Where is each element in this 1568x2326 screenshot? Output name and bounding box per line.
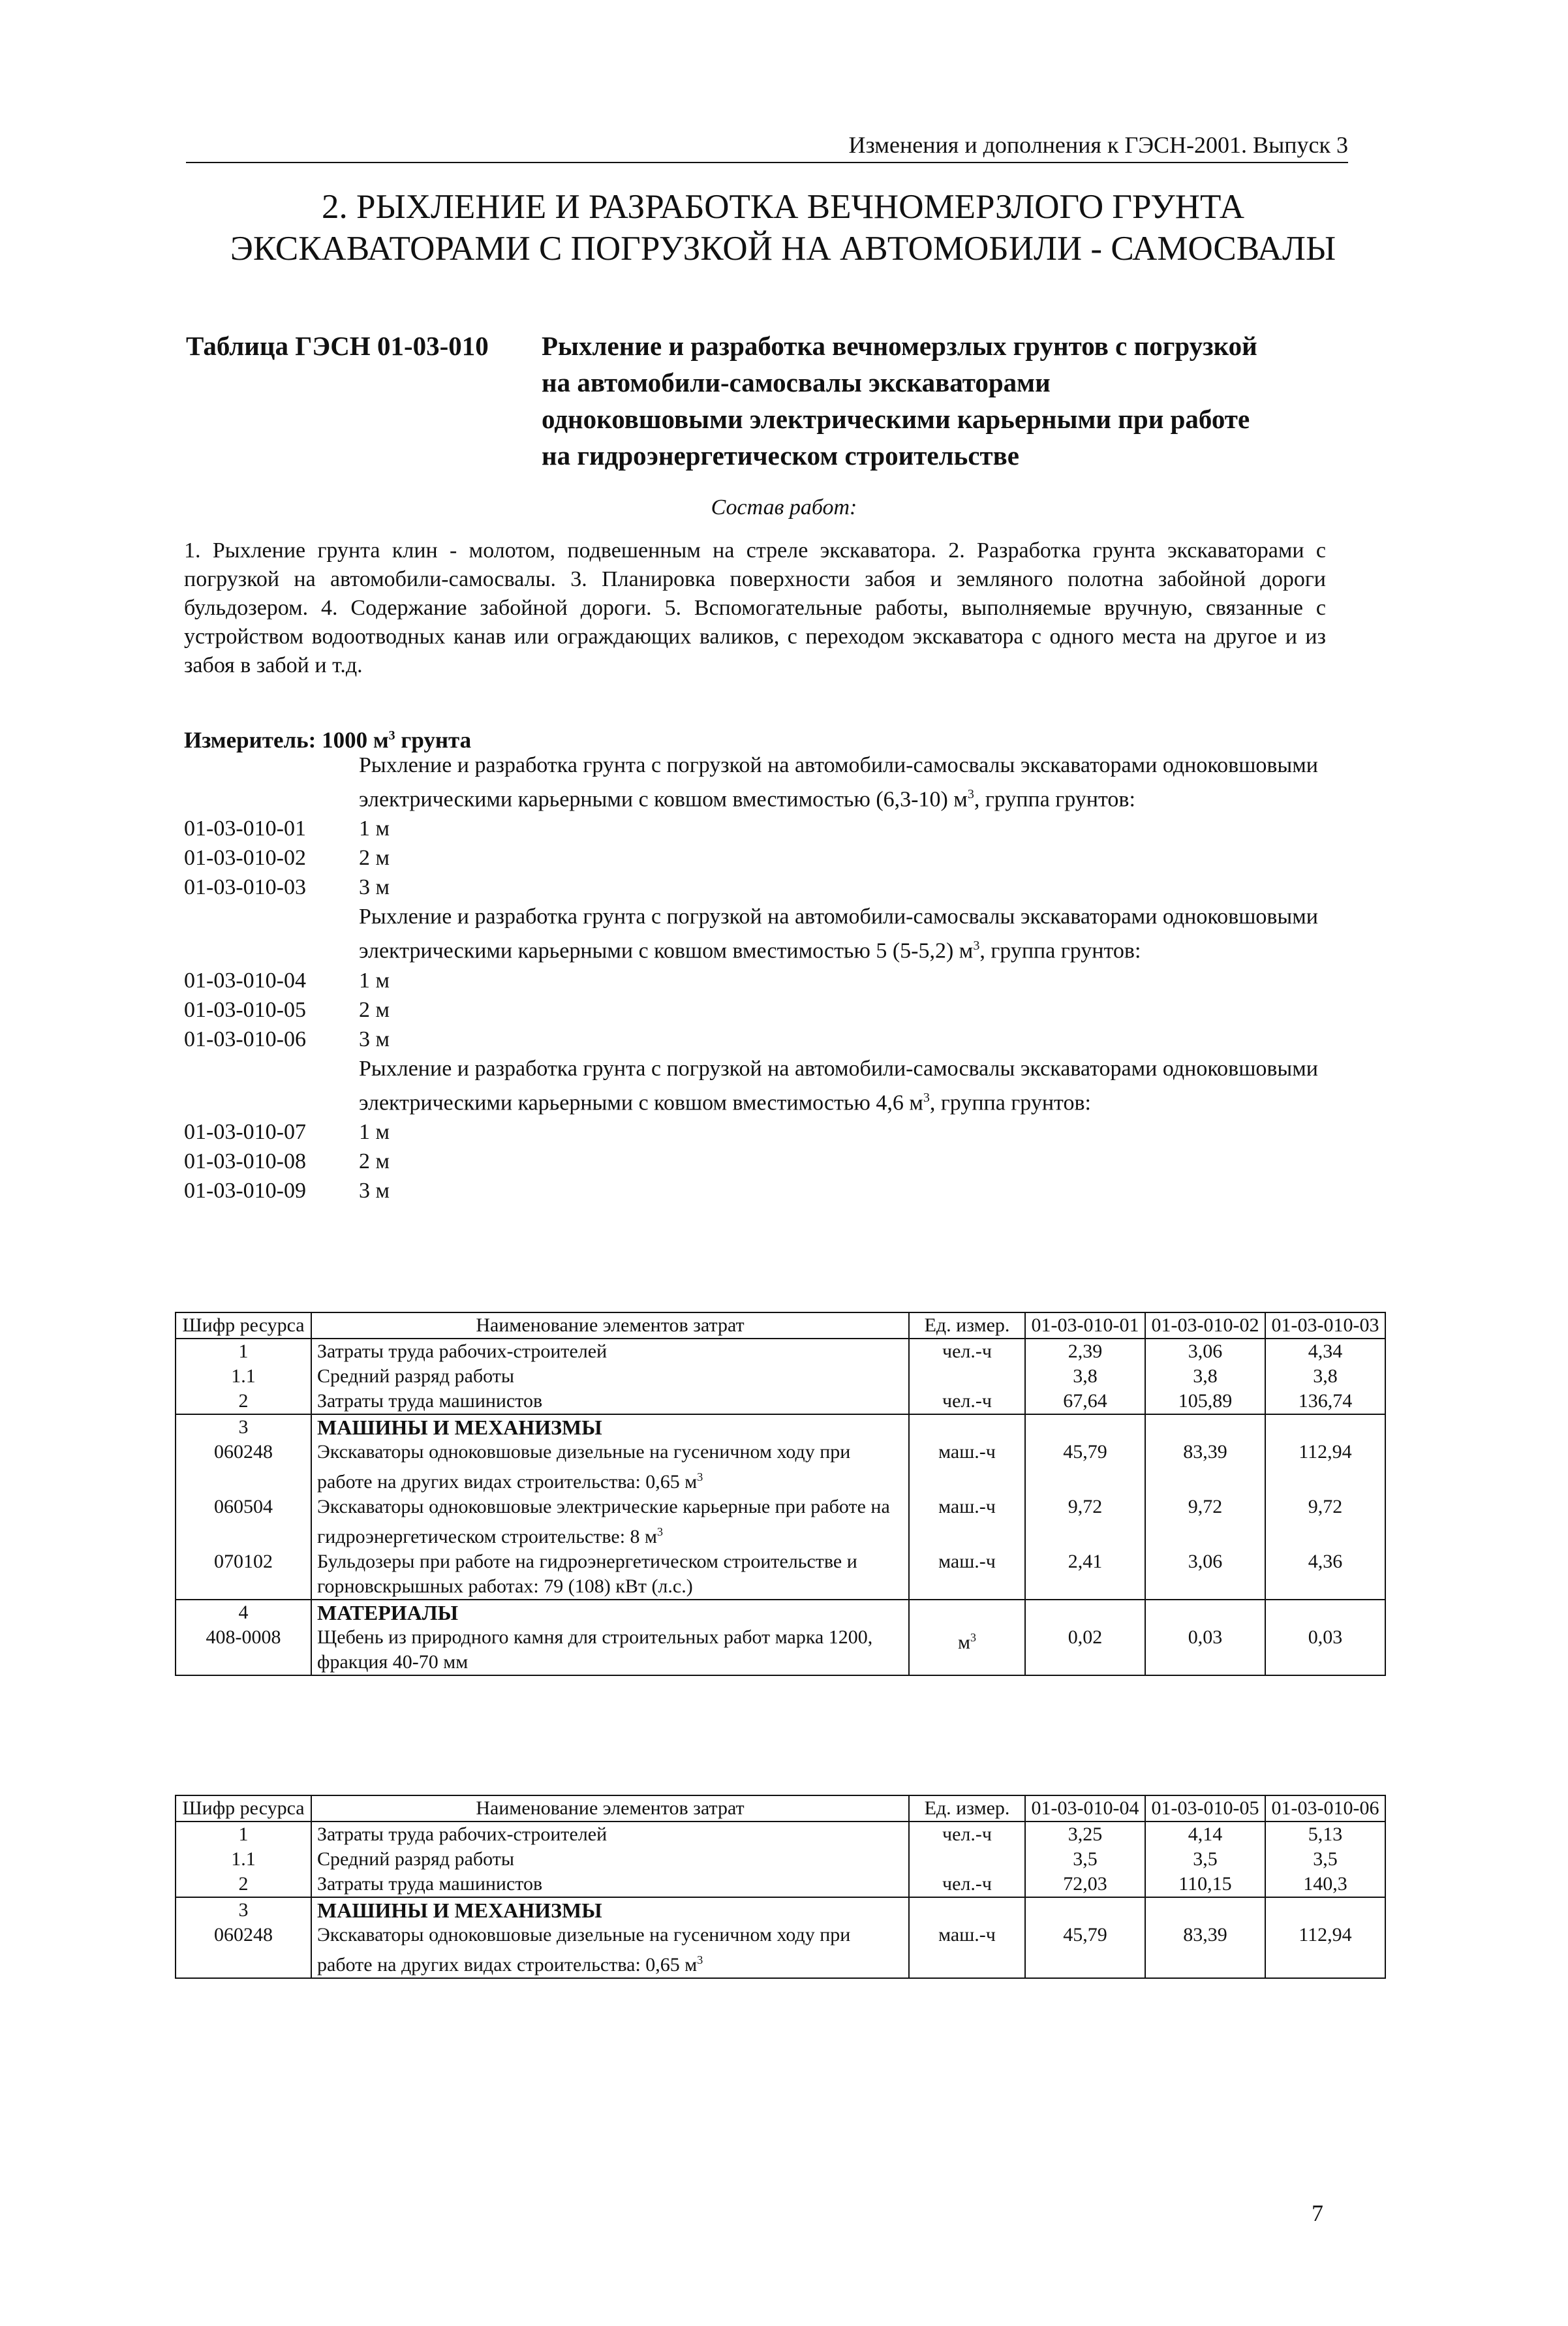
table-header-cell: 01-03-010-04: [1025, 1795, 1145, 1822]
resource-code-cell: 3: [176, 1414, 311, 1440]
value-cell: 9,72: [1025, 1495, 1145, 1549]
resource-code-cell: 060248: [176, 1440, 311, 1495]
value-cell: 4,14: [1145, 1822, 1265, 1847]
cost-element-name-cell: [311, 1847, 909, 1872]
unit-value: чел.-ч: [942, 1823, 992, 1845]
table-header-cell: 01-03-010-05: [1145, 1795, 1265, 1822]
norm-code: 01-03-010-04: [184, 968, 306, 993]
unit-cell: [909, 1822, 1025, 1847]
measure-tail: грунта: [395, 727, 472, 753]
norm-group-tail: , группа грунтов:: [929, 1090, 1091, 1115]
norm-code: 01-03-010-02: [184, 846, 306, 871]
table-row: [176, 1872, 1385, 1897]
cost-element-name: Затраты труда рабочих-строителей: [317, 1341, 607, 1362]
measure-unit: [184, 721, 471, 755]
resource-code-cell: 1: [176, 1822, 311, 1847]
cost-element-name-cell: [311, 1495, 909, 1549]
value-cell: 3,8: [1145, 1364, 1265, 1389]
unit-cell: [909, 1414, 1025, 1440]
cost-table-2: [175, 1795, 1386, 1979]
table-row: [176, 1822, 1385, 1847]
cost-element-name: Затраты труда машинистов: [317, 1390, 543, 1412]
cost-element-exponent: 3: [657, 1525, 664, 1538]
table-heading: [186, 328, 1360, 474]
unit-cell: [909, 1625, 1025, 1675]
norm-group-tail: , группа грунтов:: [979, 938, 1141, 963]
table-heading-line: одноковшовыми электрическими карьерными при работе: [542, 404, 1250, 434]
table-row: [176, 1389, 1385, 1414]
norm-code-value: 2 м: [359, 1149, 390, 1173]
unit-cell: [909, 1389, 1025, 1414]
value-cell: [1145, 1897, 1265, 1923]
value-cell: 3,06: [1145, 1549, 1265, 1600]
value-cell: [1025, 1897, 1145, 1923]
value-cell: 72,03: [1025, 1872, 1145, 1897]
table-row: [176, 1414, 1385, 1440]
norm-group-text: Рыхление и разработка грунта с погрузкой на автомобили-самосвалы экскаваторами одноковшовыми электрическими карьерными с ковшом вместимостью 4,6 м: [359, 1056, 1318, 1115]
value-cell: 112,94: [1265, 1440, 1385, 1495]
resource-code-cell: 4: [176, 1600, 311, 1625]
unit-exponent: 3: [970, 1631, 976, 1644]
norm-code-row: [184, 814, 1359, 843]
norm-group-description: [359, 902, 1359, 965]
cost-element-name: Бульдозеры при работе на гидроэнергетическом строительстве и горновскрышных работах: 79 (108) кВт (л.с.): [317, 1551, 857, 1597]
unit-value: маш.-ч: [938, 1441, 996, 1463]
norm-code: 01-03-010-06: [184, 1027, 306, 1051]
value-cell: 112,94: [1265, 1923, 1385, 1978]
norm-code: 01-03-010-09: [184, 1178, 306, 1203]
unit-cell: [909, 1600, 1025, 1625]
cost-element-name-cell: [311, 1339, 909, 1364]
running-header: Изменения и дополнения к ГЭСН-2001. Выпуск 3: [186, 131, 1348, 163]
cost-element-name-cell: [311, 1822, 909, 1847]
unit-cell: [909, 1495, 1025, 1549]
table-row: [176, 1600, 1385, 1625]
unit-cell: [909, 1440, 1025, 1495]
section-title: [131, 186, 1436, 270]
cost-element-name: Средний разряд работы: [317, 1848, 515, 1870]
cost-element-name-cell: [311, 1600, 909, 1625]
unit-value: маш.-ч: [938, 1496, 996, 1517]
norm-code-value: 3 м: [359, 1027, 390, 1051]
value-cell: 3,5: [1025, 1847, 1145, 1872]
page-number: 7: [1312, 2200, 1323, 2226]
value-cell: [1265, 1897, 1385, 1923]
unit-cell: [909, 1549, 1025, 1600]
norm-code: 01-03-010-03: [184, 875, 306, 900]
unit-cell: [909, 1847, 1025, 1872]
resource-code-cell: 2: [176, 1872, 311, 1897]
value-cell: 0,03: [1265, 1625, 1385, 1675]
value-cell: 3,06: [1145, 1339, 1265, 1364]
table-header-cell: 01-03-010-06: [1265, 1795, 1385, 1822]
unit-cell: [909, 1872, 1025, 1897]
unit-value: чел.-ч: [942, 1341, 992, 1362]
table-row: [176, 1923, 1385, 1978]
unit-value: маш.-ч: [938, 1551, 996, 1572]
norm-code-value: 1 м: [359, 968, 390, 993]
section-title-line: 2. РЫХЛЕНИЕ И РАЗРАБОТКА ВЕЧНОМЕРЗЛОГО ГРУНТА: [322, 188, 1244, 226]
value-cell: 0,03: [1145, 1625, 1265, 1675]
unit-value: чел.-ч: [942, 1390, 992, 1412]
table-row: [176, 1625, 1385, 1675]
cost-element-name-cell: [311, 1625, 909, 1675]
unit-cell: [909, 1897, 1025, 1923]
value-cell: 83,39: [1145, 1923, 1265, 1978]
norm-group-tail: , группа грунтов:: [974, 787, 1135, 812]
cost-element-name: МАШИНЫ И МЕХАНИЗМЫ: [317, 1416, 602, 1439]
cost-element-name: Экскаваторы одноковшовые электрические карьерные при работе на гидроэнергетическом строительстве: 8 м: [317, 1496, 890, 1547]
norm-code-row: [184, 843, 1359, 873]
norm-code: 01-03-010-05: [184, 997, 306, 1022]
table-header-cell: 01-03-010-02: [1145, 1312, 1265, 1339]
value-cell: 110,15: [1145, 1872, 1265, 1897]
cost-element-name: Экскаваторы одноковшовые дизельные на гусеничном ходу при работе на других видах строительства: 0,65 м: [317, 1441, 851, 1493]
table-row: [176, 1339, 1385, 1364]
unit-value: чел.-ч: [942, 1873, 992, 1895]
value-cell: 3,25: [1025, 1822, 1145, 1847]
value-cell: 3,8: [1025, 1364, 1145, 1389]
resource-code-cell: 060504: [176, 1495, 311, 1549]
norm-code-value: 1 м: [359, 1119, 390, 1144]
norm-code-row: [184, 995, 1359, 1025]
resource-code-cell: 070102: [176, 1549, 311, 1600]
resource-code-cell: 1: [176, 1339, 311, 1364]
table-row: [176, 1364, 1385, 1389]
table-heading-line: Рыхление и разработка вечномерзлых грунтов с погрузкой: [542, 331, 1257, 361]
cost-element-name-cell: [311, 1549, 909, 1600]
norm-code: 01-03-010-08: [184, 1149, 306, 1173]
cost-element-name: Затраты труда машинистов: [317, 1873, 543, 1895]
norm-group-text: Рыхление и разработка грунта с погрузкой на автомобили-самосвалы экскаваторами одноковшовыми электрическими карьерными с ковшом вместимостью 5 (5-5,2) м: [359, 905, 1318, 963]
cost-element-name-cell: [311, 1897, 909, 1923]
measure-label: Измеритель: 1000 м: [184, 727, 389, 753]
resource-code-cell: 1.1: [176, 1364, 311, 1389]
cost-element-exponent: 3: [697, 1953, 703, 1966]
table-header-cell: Наименование элементов затрат: [311, 1795, 909, 1822]
cost-element-name-cell: [311, 1872, 909, 1897]
cost-element-name: Затраты труда рабочих-строителей: [317, 1823, 607, 1845]
value-cell: 45,79: [1025, 1440, 1145, 1495]
cost-element-name-cell: [311, 1923, 909, 1978]
measure-exponent: 3: [388, 728, 395, 743]
cost-element-exponent: 3: [697, 1470, 703, 1483]
table-row: [176, 1549, 1385, 1600]
value-cell: 5,13: [1265, 1822, 1385, 1847]
value-cell: 2,39: [1025, 1339, 1145, 1364]
norm-code: 01-03-010-07: [184, 1119, 306, 1144]
table-header-cell: 01-03-010-03: [1265, 1312, 1385, 1339]
table-row: [176, 1897, 1385, 1923]
table-header-row: [176, 1312, 1385, 1339]
value-cell: 0,02: [1025, 1625, 1145, 1675]
norm-code-row: [184, 966, 1359, 995]
value-cell: 105,89: [1145, 1389, 1265, 1414]
cost-element-name: Средний разряд работы: [317, 1365, 515, 1387]
section-title-line: ЭКСКАВАТОРАМИ С ПОГРУЗКОЙ НА АВТОМОБИЛИ - САМОСВАЛЫ: [230, 230, 1336, 268]
norm-code-row: [184, 1025, 1359, 1054]
resource-code-cell: 408-0008: [176, 1625, 311, 1675]
unit-value: м: [958, 1632, 970, 1653]
table-heading-text: [542, 328, 1360, 474]
table-header-row: [176, 1795, 1385, 1822]
value-cell: 140,3: [1265, 1872, 1385, 1897]
norm-codes-list: [184, 751, 1359, 1205]
cost-element-name: МАТЕРИАЛЫ: [317, 1601, 458, 1624]
value-cell: 3,5: [1265, 1847, 1385, 1872]
norm-code-row: [184, 1117, 1359, 1147]
norm-group-exponent: 3: [973, 938, 980, 954]
value-cell: 4,36: [1265, 1549, 1385, 1600]
value-cell: 2,41: [1025, 1549, 1145, 1600]
norm-group-exponent: 3: [923, 1090, 930, 1105]
norm-group-exponent: 3: [967, 787, 974, 801]
composition-label: Состав работ:: [711, 495, 857, 519]
value-cell: 45,79: [1025, 1923, 1145, 1978]
resource-code-cell: 3: [176, 1897, 311, 1923]
norm-code-value: 1 м: [359, 816, 390, 841]
norm-code-value: 2 м: [359, 846, 390, 871]
value-cell: 83,39: [1145, 1440, 1265, 1495]
value-cell: 3,8: [1265, 1364, 1385, 1389]
table-header-cell: Наименование элементов затрат: [311, 1312, 909, 1339]
table-header-cell: Ед. измер.: [909, 1795, 1025, 1822]
value-cell: [1265, 1600, 1385, 1625]
resource-code-cell: 1.1: [176, 1847, 311, 1872]
norm-code: 01-03-010-01: [184, 816, 306, 841]
value-cell: [1145, 1414, 1265, 1440]
cost-table-1: [175, 1312, 1386, 1676]
norm-group-description: [359, 1054, 1359, 1117]
table-heading-line: на автомобили-самосвалы экскаваторами: [542, 367, 1051, 397]
table-row: [176, 1847, 1385, 1872]
table-header-cell: 01-03-010-01: [1025, 1312, 1145, 1339]
norm-code-row: [184, 1147, 1359, 1176]
unit-value: маш.-ч: [938, 1924, 996, 1946]
value-cell: 136,74: [1265, 1389, 1385, 1414]
norm-code-row: [184, 1176, 1359, 1205]
cost-element-name-cell: [311, 1389, 909, 1414]
value-cell: [1025, 1414, 1145, 1440]
table-header-cell: Шифр ресурса: [176, 1312, 311, 1339]
table-heading-lead: Таблица ГЭСН 01-03-010: [186, 331, 489, 361]
cost-element-name: Экскаваторы одноковшовые дизельные на гусеничном ходу при работе на других видах строительства: 0,65 м: [317, 1924, 851, 1976]
unit-cell: [909, 1339, 1025, 1364]
value-cell: 9,72: [1145, 1495, 1265, 1549]
value-cell: [1145, 1600, 1265, 1625]
cost-element-name: МАШИНЫ И МЕХАНИЗМЫ: [317, 1899, 602, 1922]
value-cell: [1265, 1414, 1385, 1440]
value-cell: 3,5: [1145, 1847, 1265, 1872]
table-header-cell: Ед. измер.: [909, 1312, 1025, 1339]
cost-element-name-cell: [311, 1414, 909, 1440]
composition-text: 1. Рыхление грунта клин - молотом, подвешенным на стреле экскаватора. 2. Разработка грунта экскаваторами с погрузкой на автомобили-самосвалы. 3. Планировка поверхности забоя и земляного полотна забойной дороги бульдозером. 4. Содержание забойной дороги. 5. Вспомогательные работы, выполняемые вручную, связанные с устройством водоотводных канав или ограждающих валиков, с переходом экскаватора с одного места на другое и из забоя в забой и т.д.: [184, 538, 1326, 677]
cost-element-name: Щебень из природного камня для строительных работ марка 1200, фракция 40-70 мм: [317, 1626, 873, 1673]
norm-code-value: 3 м: [359, 875, 390, 900]
norm-code-value: 2 м: [359, 997, 390, 1022]
norm-code-row: [184, 873, 1359, 902]
value-cell: 9,72: [1265, 1495, 1385, 1549]
resource-code-cell: 2: [176, 1389, 311, 1414]
norm-group-description: [359, 751, 1359, 814]
value-cell: [1025, 1600, 1145, 1625]
value-cell: 4,34: [1265, 1339, 1385, 1364]
table-header-cell: Шифр ресурса: [176, 1795, 311, 1822]
norm-group-text: Рыхление и разработка грунта с погрузкой на автомобили-самосвалы экскаваторами одноковшовыми электрическими карьерными с ковшом вместимостью (6,3-10) м: [359, 753, 1318, 812]
table-row: [176, 1440, 1385, 1495]
cost-element-name-cell: [311, 1364, 909, 1389]
value-cell: 67,64: [1025, 1389, 1145, 1414]
cost-element-name-cell: [311, 1440, 909, 1495]
unit-cell: [909, 1923, 1025, 1978]
table-heading-line: на гидроэнергетическом строительстве: [542, 441, 1019, 471]
resource-code-cell: 060248: [176, 1923, 311, 1978]
norm-code-value: 3 м: [359, 1178, 390, 1203]
table-row: [176, 1495, 1385, 1549]
unit-cell: [909, 1364, 1025, 1389]
